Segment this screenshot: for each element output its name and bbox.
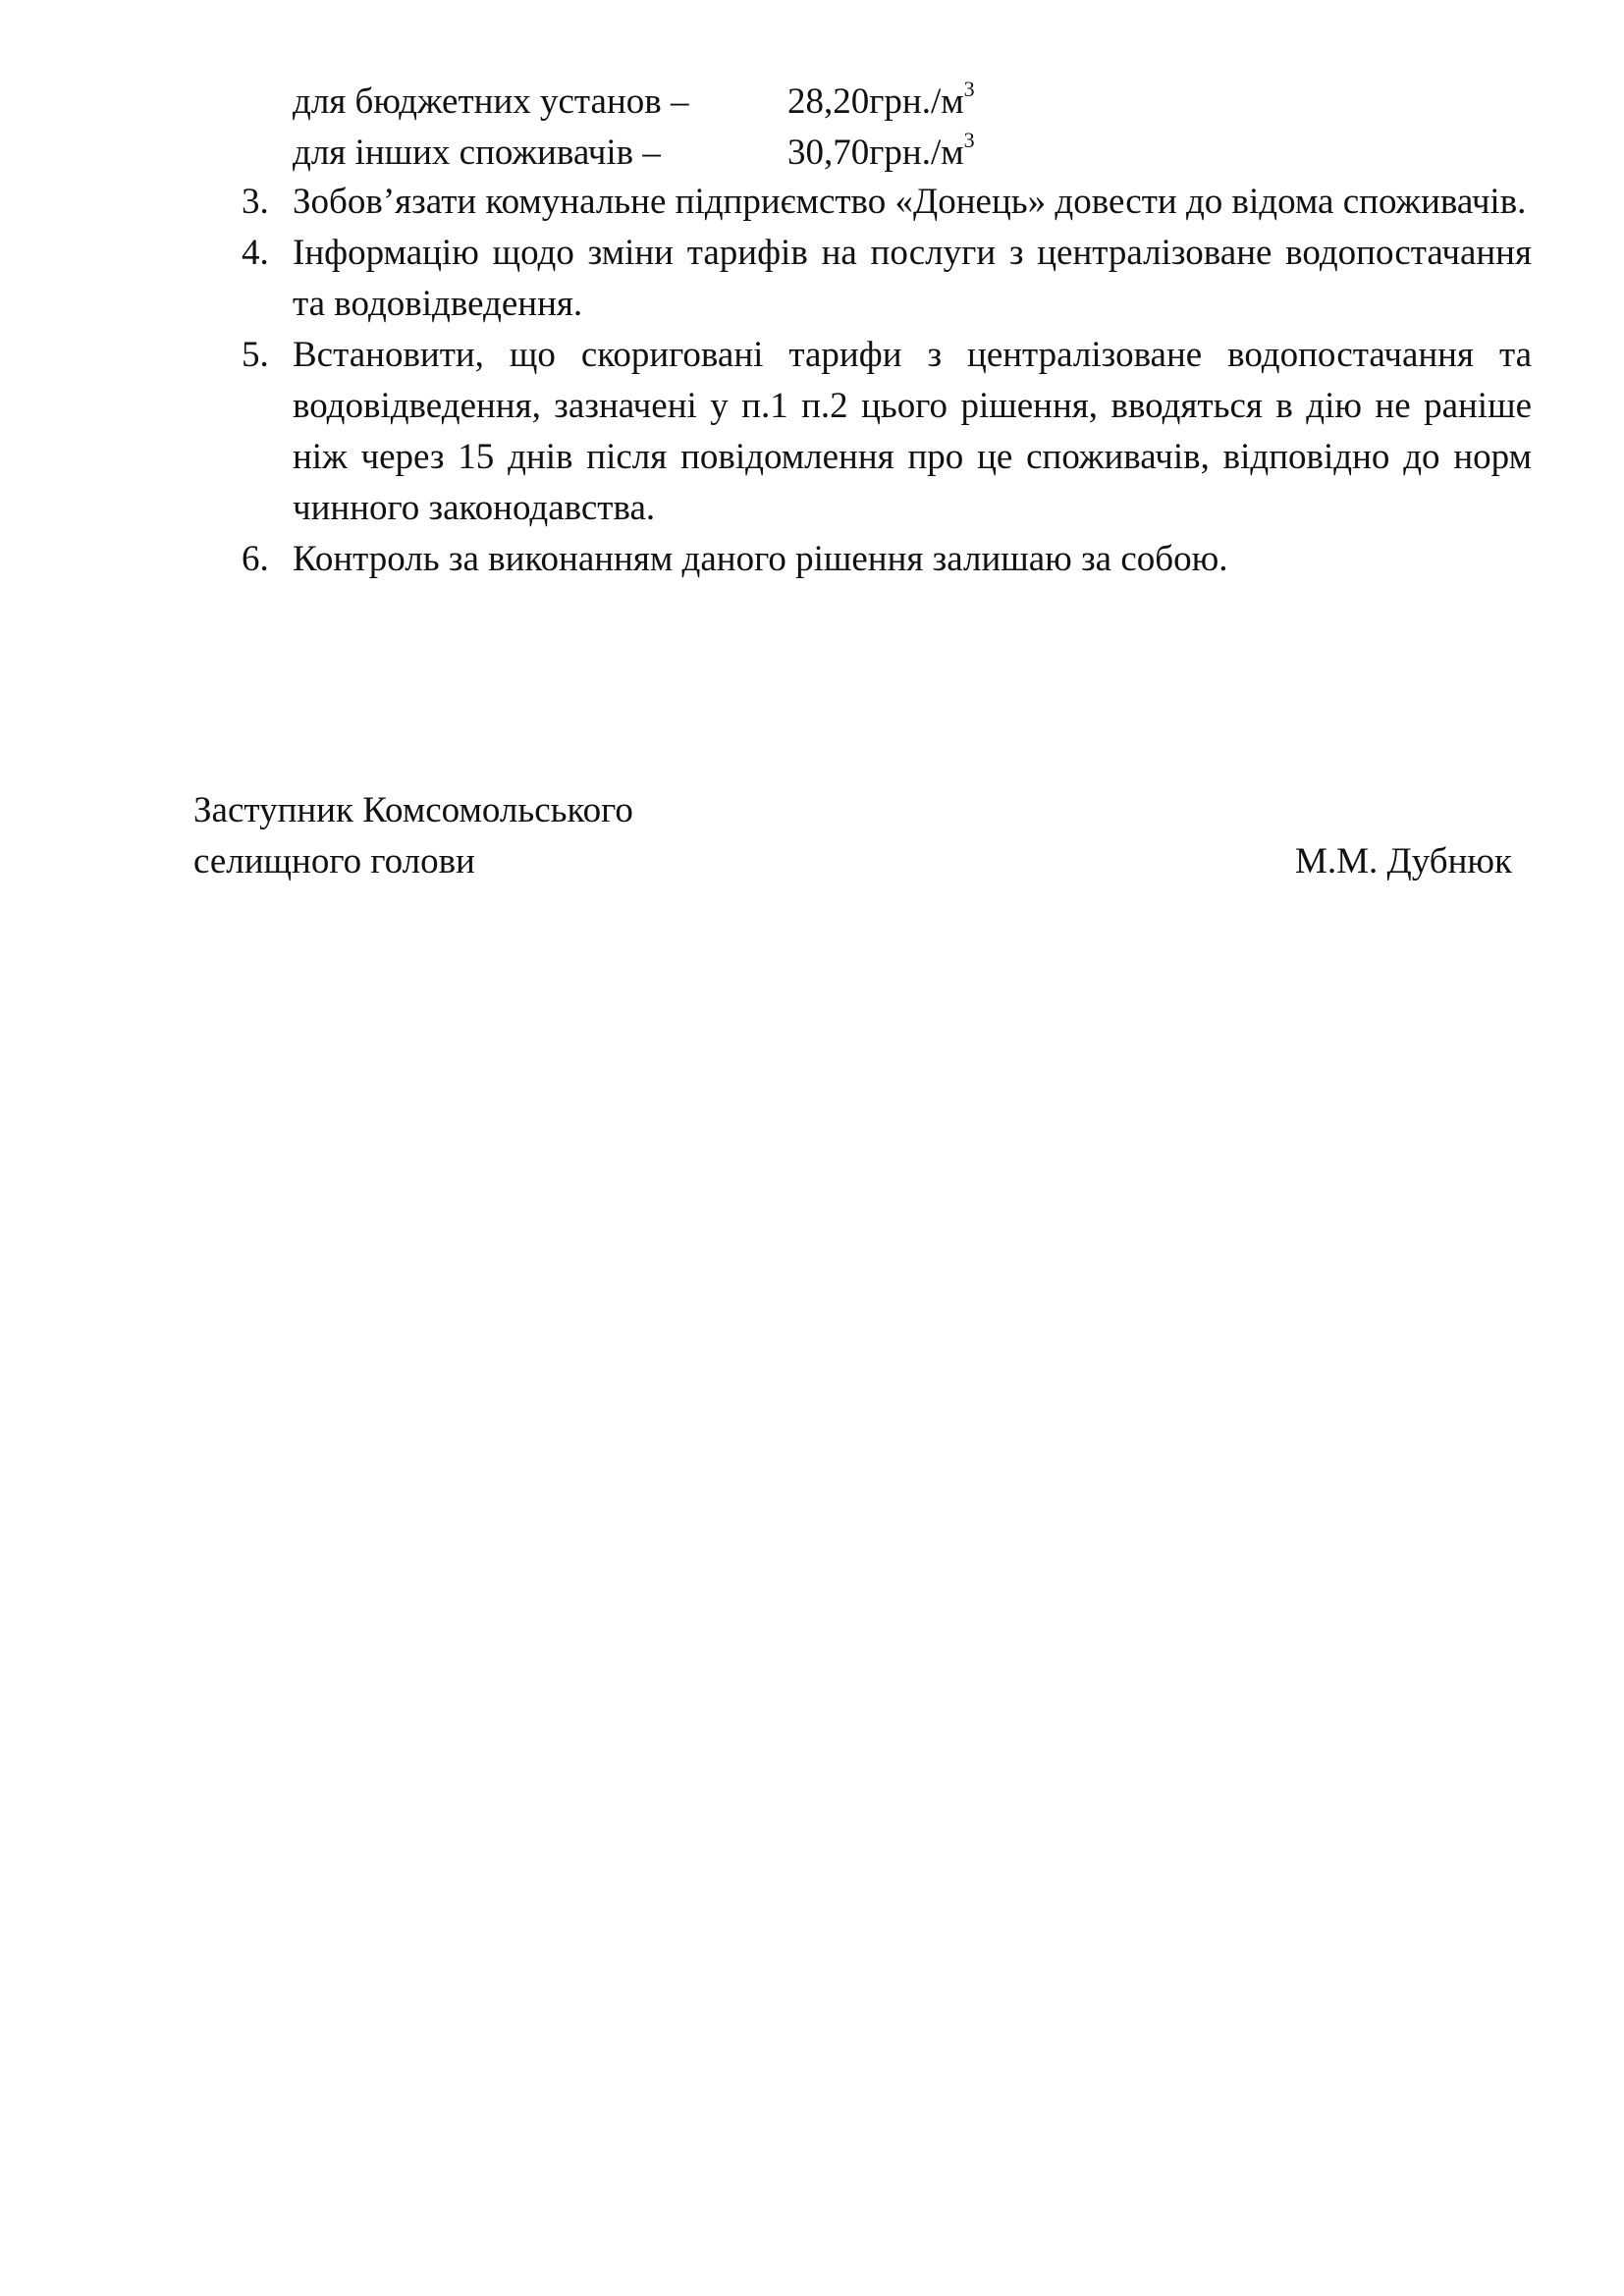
signature-position-line1: Заступник Комсомольського <box>193 790 633 830</box>
tariff-budget-line <box>293 76 975 128</box>
list-item <box>242 534 1532 585</box>
signature-block <box>193 785 1512 887</box>
tariff-other-unit-exponent: 3 <box>963 127 975 152</box>
list-item <box>242 330 1532 534</box>
tariff-other-rate <box>787 128 975 179</box>
signature-position-line <box>193 836 1512 887</box>
list-item <box>242 228 1532 330</box>
list-item <box>242 177 1532 228</box>
decision-items-list <box>242 177 1532 585</box>
item-number: 3. <box>242 182 269 222</box>
tariff-other-label: для інших споживачів – <box>293 133 661 173</box>
signature-position-line <box>193 785 1512 836</box>
signature-position-line2: селищного голови <box>193 841 475 881</box>
item-number: 4. <box>242 233 269 273</box>
tariff-other-line <box>293 127 975 179</box>
item-text: Контроль за виконанням даного рішення залишаю за собою. <box>293 539 1228 579</box>
signatory-name: М.М. Дубнюк <box>1294 841 1512 881</box>
tariff-budget-unit-exponent: 3 <box>963 76 975 101</box>
item-text: Інформацію щодо зміни тарифів на послуги з централізоване водопостачання та водовідведення. <box>293 233 1532 324</box>
tariff-other-value: 30,70грн./м <box>787 133 964 173</box>
tariff-budget-label: для бюджетних установ – <box>293 81 689 122</box>
item-number: 6. <box>242 539 269 579</box>
tariff-budget-rate <box>787 77 975 128</box>
tariff-budget-value: 28,20грн./м <box>787 81 964 122</box>
item-text: Зобов’язати комунальне підприємство «Донець» довести до відома споживачів. <box>293 182 1527 222</box>
item-text: Встановити, що скориговані тарифи з централізоване водопостачання та водовідведення, зазначені у п.1 п.2 цього рішення, вводяться в дію не раніше ніж через 15 днів після повідомлення про це споживачів, відповідно до норм чинного законодавства. <box>293 335 1532 528</box>
item-number: 5. <box>242 335 269 375</box>
